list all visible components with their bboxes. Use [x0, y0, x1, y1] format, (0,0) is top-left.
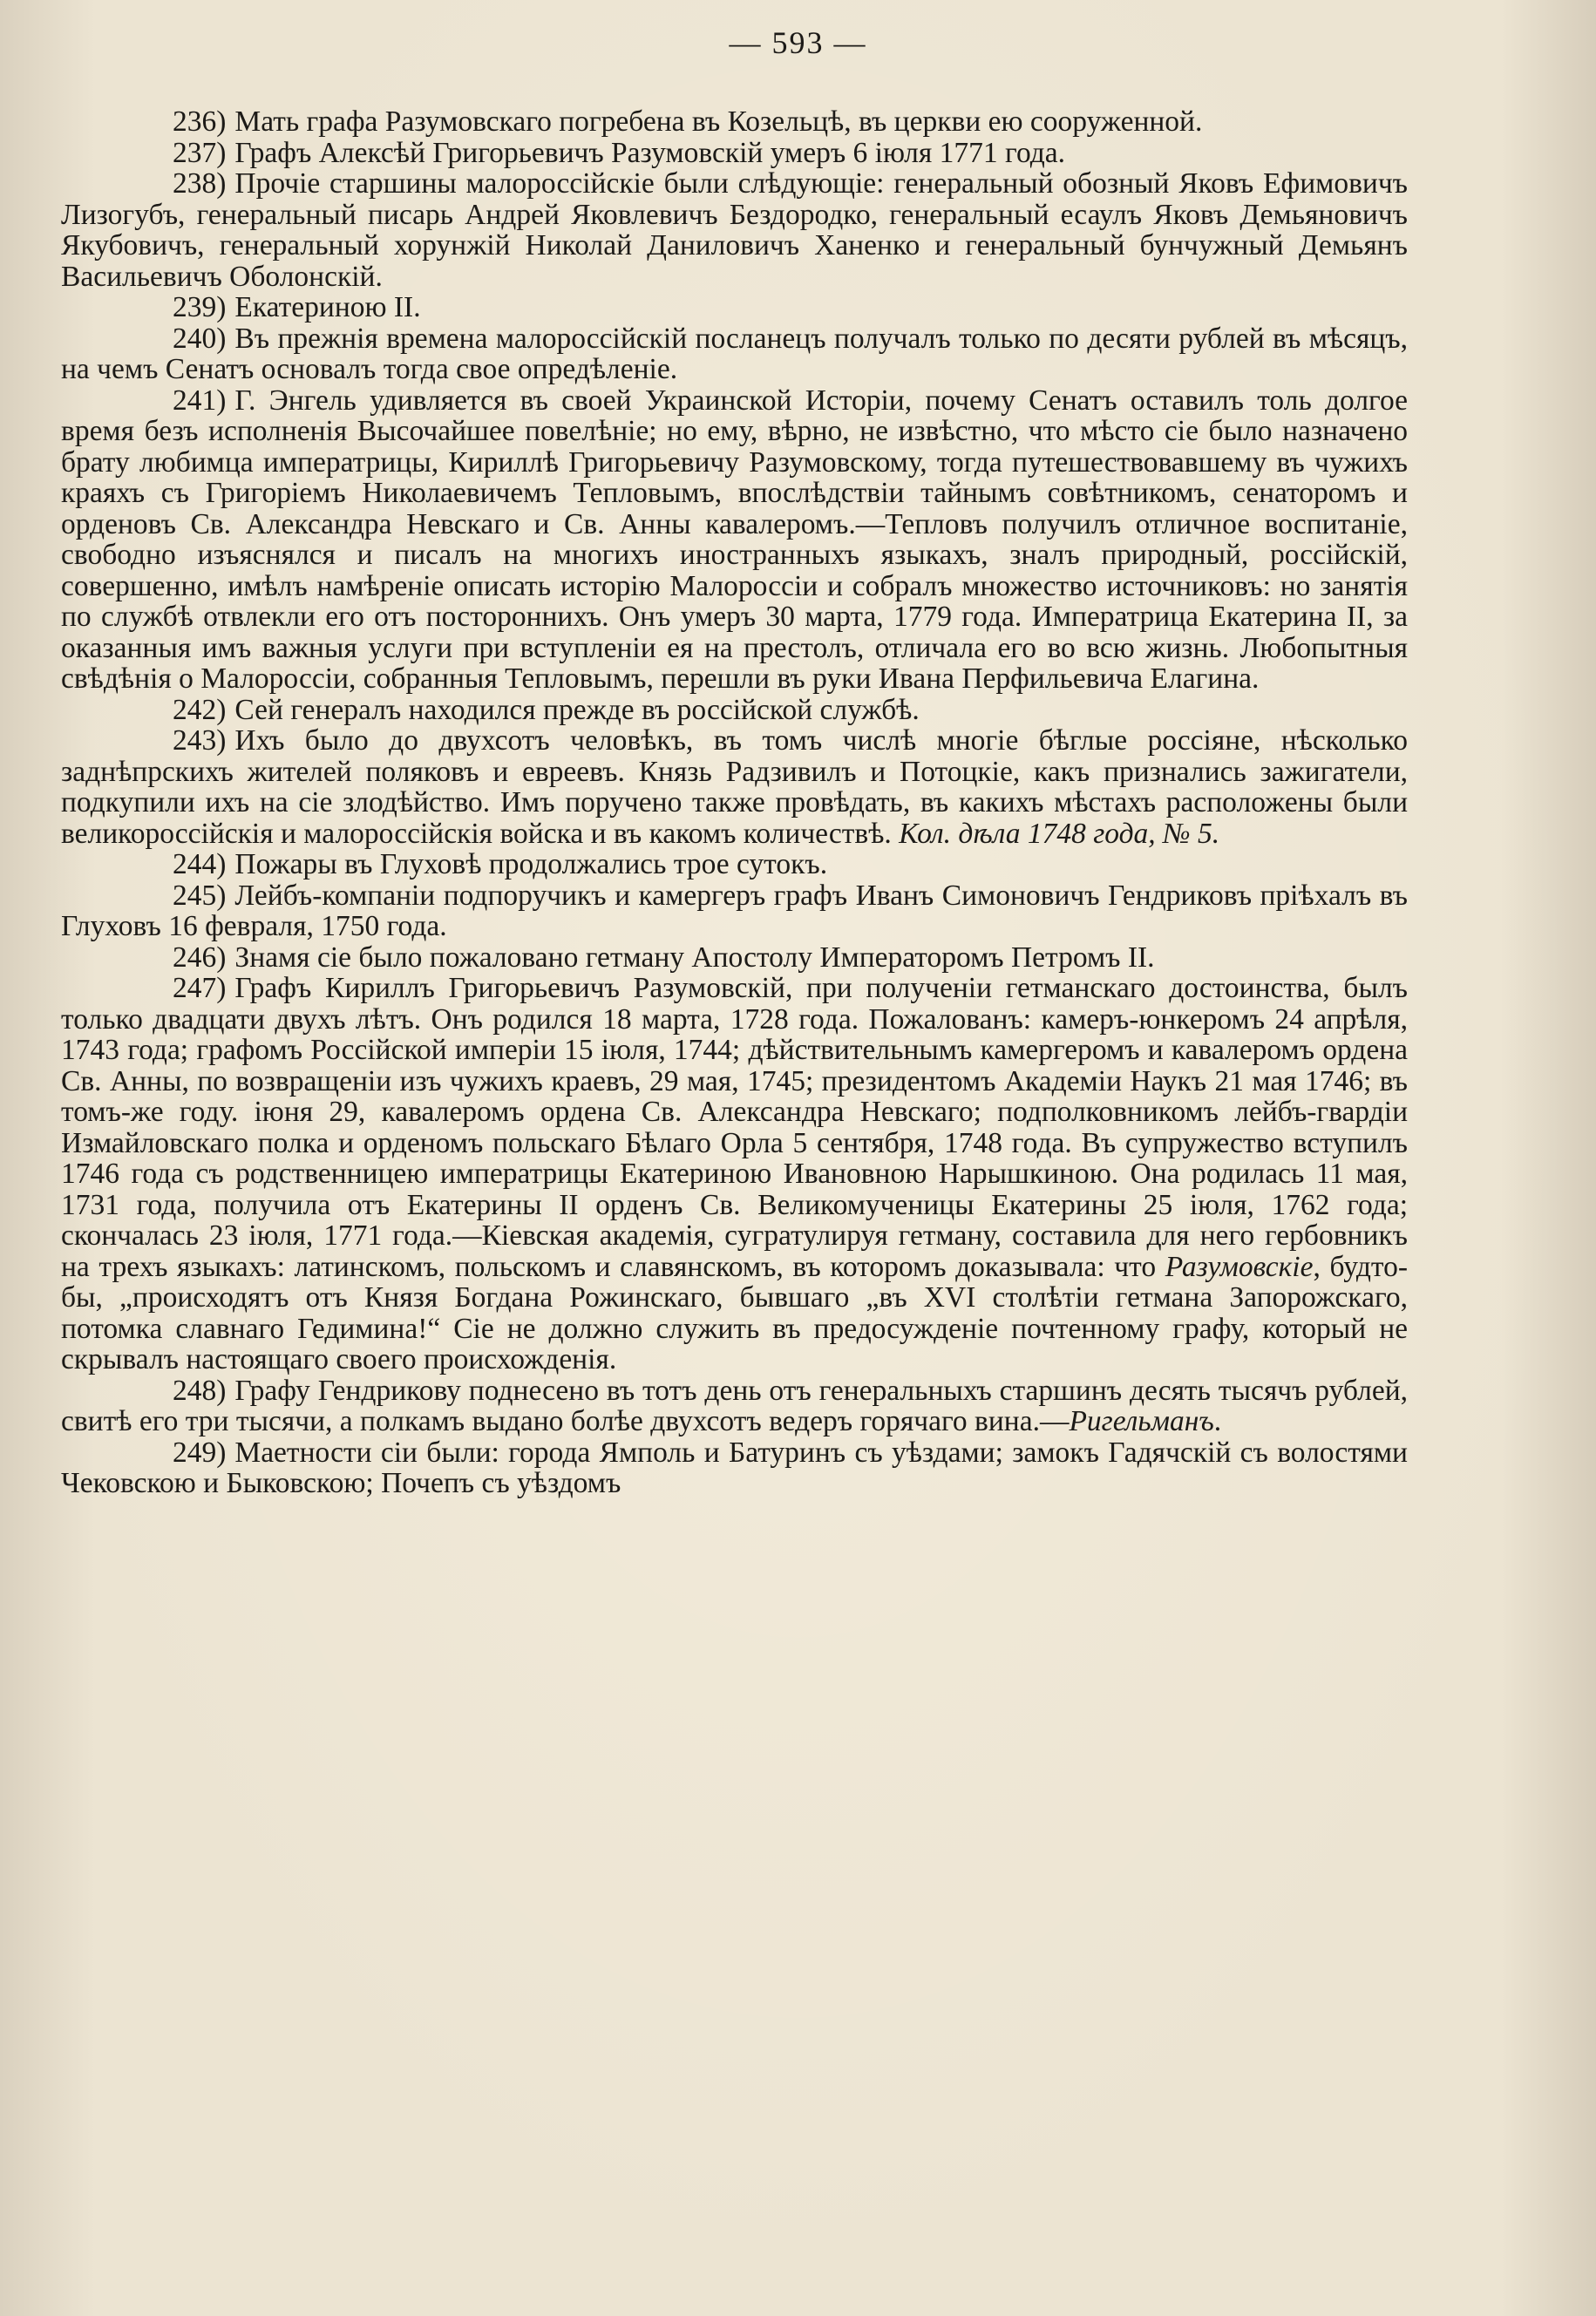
footnote — [61, 106, 1408, 138]
footnote-citation: Ригельманъ — [1069, 1405, 1214, 1437]
footnote-number: 241) — [173, 384, 227, 417]
footnote-number: 238) — [173, 167, 227, 200]
footnote — [61, 880, 1408, 942]
footnotes-text — [61, 106, 1408, 1499]
footnote-number: 246) — [173, 941, 227, 974]
footnote — [61, 725, 1408, 849]
footnote-text: , будто-бы, „происходятъ отъ Князя Богдана Рожинскаго, бывшаго „въ XVI столѣтіи гетмана Запорожскаго, потомка славнаго Гедимина!“ Сіе не должно служить въ предосужденіе почтенному графу, который не скрывалъ настоящаго своего происхожденія. — [61, 1250, 1408, 1375]
footnote-number: 240) — [173, 322, 227, 355]
footnote — [61, 292, 1408, 323]
footnote-number: 244) — [173, 848, 227, 880]
footnote — [61, 385, 1408, 695]
footnote-text: Графъ Кириллъ Григорьевичъ Разумовскій, при полученіи гетманскаго достоинства, былъ только двадцати двухъ лѣтъ. Онъ родился 18 марта, 1728 года. Пожалованъ: камеръ-юнкеромъ 24 апрѣля, 1743 года; графомъ Россійской имперіи 15 іюля, 1744; дѣйствительнымъ камергеромъ и кавалеромъ ордена Св. Анны, по возвращеніи изъ чужихъ краевъ, 29 мая, 1745; президентомъ Академіи Наукъ 21 мая 1746; въ томъ-же году. іюня 29, кавалеромъ ордена Св. Александра Невскаго; подполковникомъ лейбъ-гвардіи Измайловскаго полка и орденомъ польскаго Бѣлаго Орла 5 сентября, 1748 года. Въ супружество вступилъ 1746 года съ родственницею императрицы Екатериною Ивановною Нарышкиною. Она родилась 11 мая, 1731 года, получила отъ Екатерины II орденъ Св. Великомученицы Екатерины 25 іюля, 1762 года; скончалась 23 іюля, 1771 года.—Кіевская академія, сугратулируя гетману, составила для него гербовникъ на трехъ языкахъ: латинскомъ, польскомъ и славянскомъ, въ которомъ доказывала: что — [61, 972, 1408, 1283]
footnote-number: 248) — [173, 1374, 227, 1407]
page-number: — 593 — — [729, 25, 867, 60]
footnote-text: Графъ Алексѣй Григорьевичъ Разумовскій умеръ 6 іюля 1771 года. — [234, 136, 1066, 169]
footnote — [61, 138, 1408, 169]
footnote — [61, 168, 1408, 292]
footnote-number: 247) — [173, 972, 227, 1004]
footnote-number: 249) — [173, 1436, 227, 1469]
footnote — [61, 1437, 1408, 1499]
footnote — [61, 323, 1408, 385]
footnote-text: Въ прежнія времена малороссійскій посланецъ получалъ только по десяти рублей въ мѣсяцъ, на чемъ Сенатъ основалъ тогда свое опредѣленіе. — [61, 322, 1408, 385]
footnote — [61, 849, 1408, 880]
footnote — [61, 973, 1408, 1375]
footnote-citation: Кол. дѣла 1748 года, № 5. — [899, 817, 1220, 850]
footnote-text: Екатериною II. — [234, 291, 421, 323]
footnote-number: 245) — [173, 879, 227, 912]
footnote-text: Лейбъ-компаніи подпоручикъ и камергеръ графъ Иванъ Симоновичъ Гендриковъ пріѣхалъ въ Глуховъ 16 февраля, 1750 года. — [61, 879, 1408, 942]
footnote-number: 243) — [173, 724, 227, 757]
footnote-text: . — [1213, 1405, 1222, 1437]
footnote — [61, 1375, 1408, 1437]
footnote-citation: Разумовскіе — [1165, 1250, 1314, 1283]
footnote-text: Знамя сіе было пожаловано гетману Апостолу Императоромъ Петромъ II. — [234, 941, 1155, 974]
footnote-number: 239) — [173, 291, 227, 323]
footnote — [61, 695, 1408, 726]
footnote-text: Графу Гендрикову поднесено въ тотъ день отъ генеральныхъ старшинъ десять тысячъ рублей, свитѣ его три тысячи, а полкамъ выдано болѣе двухсотъ ведеръ горячаго вина.— — [61, 1374, 1408, 1437]
footnote — [61, 942, 1408, 974]
footnote-text: Прочіе старшины малороссійскіе были слѣдующіе: генеральный обозный Яковъ Ефимовичъ Лизогубъ, генеральный писарь Андрей Яковлевичъ Бездородко, генеральный есаулъ Яковъ Демьяновичъ Якубовичъ, генеральный хорунжій Николай Даниловичъ Ханенко и генеральный бунчужный Демьянъ Васильевичъ Оболонскій. — [61, 167, 1408, 293]
footnote-number: 237) — [173, 136, 227, 169]
footnote-number: 242) — [173, 693, 227, 726]
footnote-text: Ихъ было до двухсотъ человѣкъ, въ томъ числѣ многіе бѣглые россіяне, нѣсколько заднѣпрскихъ жителей поляковъ и евреевъ. Князь Радзивилъ и Потоцкіе, какъ признались зажигатели, подкупили ихъ на сіе злодѣйство. Имъ поручено также провѣдать, въ какихъ мѣстахъ расположены были великороссійскія и малороссійскія войска и въ какомъ количествѣ. — [61, 724, 1408, 850]
footnote-text: Пожары въ Глуховѣ продолжались трое сутокъ. — [234, 848, 828, 880]
footnote-text: Мать графа Разумовскаго погребена въ Козельцѣ, въ церкви ею сооруженной. — [234, 105, 1203, 138]
footnote-text: Г. Энгель удивляется въ своей Украинской Исторіи, почему Сенатъ оставилъ толь долгое время безъ исполненія Высочайшее повелѣніе; но ему, вѣрно, не извѣстно, что мѣсто сіе было назначено брату любимца императрицы, Кириллѣ Григорьевичу Разумовскому, тогда путешествовавшему въ чужихъ краяхъ съ Григоріемъ Николаевичемъ Тепловымъ, впослѣдствіи тайнымъ совѣтникомъ, сенаторомъ и орденовъ Св. Александра Невскаго и Св. Анны кавалеромъ.—Тепловъ получилъ отличное воспитаніе, свободно изъяснялся и писалъ на многихъ иностранныхъ языкахъ, зналъ природный, россійскій, совершенно, имѣлъ намѣреніе описать исторію Малороссіи и собралъ множество источниковъ: но занятія по службѣ отвлекли его отъ постороннихъ. Онъ умеръ 30 марта, 1779 года. Императрица Екатерина II, за оказанныя имъ важныя услуги при вступленіи ея на престолъ, отличала его во всю жизнь. Любопытныя свѣдѣнія о Малороссіи, собранныя Тепловымъ, перешли въ руки Ивана Перфильевича Елагина. — [61, 384, 1408, 695]
footnote-number: 236) — [173, 105, 227, 138]
footnote-text: Маетности сіи были: города Ямполь и Батуринъ съ уѣздами; замокъ Гадячскій съ волостями Чековскою и Быковскою; Почепъ съ уѣздомъ — [61, 1436, 1408, 1499]
footnote-text: Сей генералъ находился прежде въ россійской службѣ. — [234, 693, 920, 726]
